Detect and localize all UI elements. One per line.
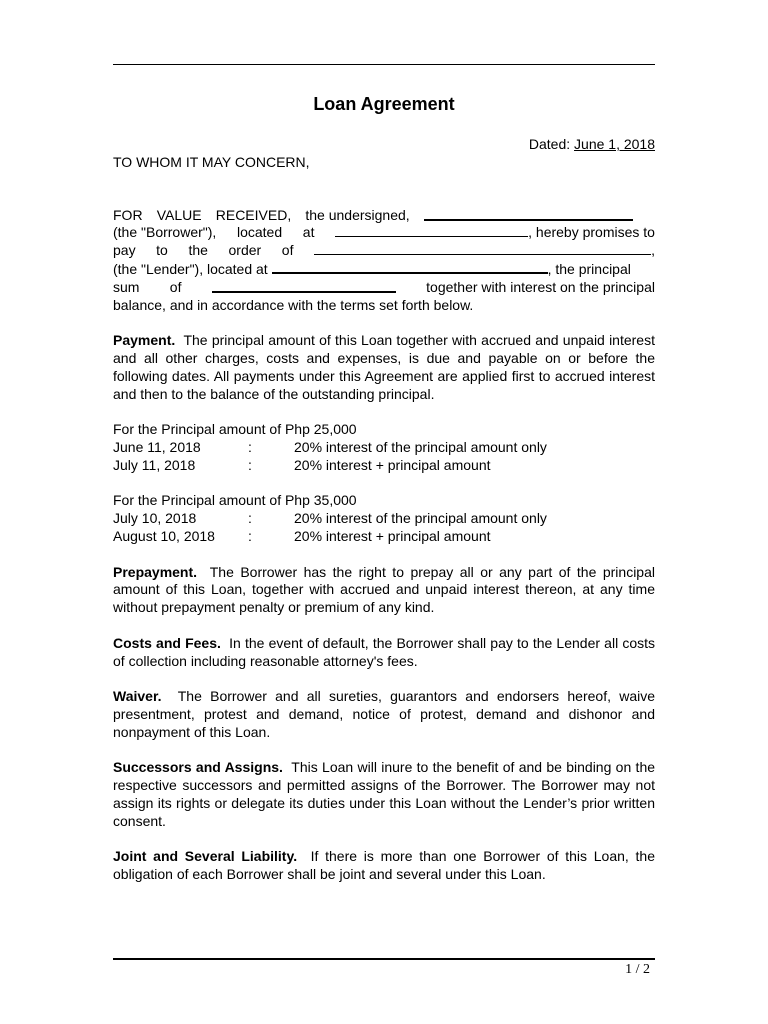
section-text: If there is more than one Borrower of this Loan, the obligation of each Borrower shall be joint and several under this Loan. xyxy=(113,848,656,883)
section-text: In the event of default, the Borrower shall pay to the Lender all costs of collection including reasonable attorney's fees. xyxy=(113,634,655,669)
intro-word: of xyxy=(169,278,182,295)
costs-section xyxy=(113,635,655,671)
intro-word: to xyxy=(156,242,168,259)
intro-line xyxy=(113,260,655,279)
principal-sum-blank xyxy=(212,279,396,293)
borrower-name-blank xyxy=(424,207,633,221)
section-heading: Prepayment. xyxy=(113,563,198,580)
intro-word: RECEIVED, xyxy=(215,206,292,223)
intro-word: order xyxy=(228,242,262,259)
section-heading: Waiver. xyxy=(113,688,162,705)
intro-word: together with interest on the principal xyxy=(426,278,655,295)
successors-section xyxy=(113,759,655,830)
schedule-separator: : xyxy=(248,510,252,527)
header-rule xyxy=(113,64,655,65)
intro-word: at xyxy=(302,224,315,241)
schedule-row xyxy=(113,510,655,528)
section-heading: Joint and Several Liability. xyxy=(113,848,298,865)
section-heading: Successors and Assigns. xyxy=(113,759,283,776)
intro-word: the xyxy=(188,242,208,259)
intro-word: the undersigned, xyxy=(305,206,410,223)
section-text: The Borrower and all sureties, guarantors and endorsers hereof, waive presentment, protest and demand, notice of protest, demand and dishonor and nonpayment of this Loan. xyxy=(113,688,656,740)
payment-section xyxy=(113,332,655,403)
schedule-description: 20% interest + principal amount xyxy=(294,456,491,473)
payment-schedule-1 xyxy=(113,421,655,474)
schedule-description: 20% interest of the principal amount only xyxy=(294,510,547,527)
section-text: This Loan will inure to the benefit of and be binding on the respective successors and permitted assigns of the Borrower. The Borrower may not assign its rights or delegate its duties under this Loan without the Lender’s prior written consent. xyxy=(113,759,656,829)
dated-label: Dated: xyxy=(528,136,571,152)
intro-word: (the "Borrower"), xyxy=(113,224,217,241)
dated-value: June 1, 2018 xyxy=(574,136,655,152)
intro-line xyxy=(113,279,655,297)
lender-address-blank xyxy=(272,260,548,274)
payment-schedule-2 xyxy=(113,492,655,545)
dated-line xyxy=(113,136,655,154)
lender-name-blank xyxy=(314,242,651,255)
intro-line: balance, and in accordance with the terms set forth below. xyxy=(113,296,474,313)
intro-word: , hereby promises to xyxy=(528,224,655,241)
intro-word: FOR xyxy=(113,206,143,223)
document-body xyxy=(113,90,655,902)
intro-word: pay xyxy=(113,242,136,259)
intro-word: , the principal xyxy=(547,260,631,277)
salutation: TO WHOM IT MAY CONCERN, xyxy=(113,153,310,170)
intro-line xyxy=(113,242,655,260)
schedule-title: For the Principal amount of Php 25,000 xyxy=(113,421,357,438)
footer-rule xyxy=(113,958,655,960)
schedule-date: June 11, 2018 xyxy=(113,438,201,455)
waiver-section xyxy=(113,688,655,741)
schedule-date: July 11, 2018 xyxy=(113,456,196,473)
intro-word: of xyxy=(281,242,294,259)
schedule-date: August 10, 2018 xyxy=(113,527,215,544)
intro-line xyxy=(113,224,655,242)
section-text: The principal amount of this Loan together with accrued and unpaid interest and all other charges, costs and expenses, is due and payable on or before the following dates. All payments under this Agreement are applied first to accrued interest and then to the balance of the outstanding principal. xyxy=(113,332,655,402)
schedule-description: 20% interest + principal amount xyxy=(294,527,491,544)
schedule-separator: : xyxy=(248,438,252,455)
borrower-address-blank xyxy=(335,224,528,237)
intro-line xyxy=(113,207,655,225)
section-heading: Costs and Fees. xyxy=(113,634,221,651)
intro-word: , xyxy=(651,242,655,259)
intro-word: VALUE xyxy=(156,206,202,223)
schedule-date: July 10, 2018 xyxy=(113,510,197,527)
intro-paragraph xyxy=(113,207,655,315)
schedule-row xyxy=(113,457,655,475)
intro-word: sum xyxy=(113,278,140,295)
section-heading: Payment. xyxy=(113,332,176,349)
schedule-description: 20% interest of the principal amount only xyxy=(294,438,547,455)
joint-liability-section xyxy=(113,848,655,884)
prepayment-section xyxy=(113,564,655,617)
schedule-separator: : xyxy=(248,527,252,544)
schedule-row xyxy=(113,528,655,546)
schedule-separator: : xyxy=(248,456,252,473)
schedule-title: For the Principal amount of Php 35,000 xyxy=(113,492,357,509)
section-text: The Borrower has the right to prepay all or any part of the principal amount of this Loan, together with accrued and unpaid interest thereon, at any time without prepayment penalty or premium of any kind. xyxy=(113,563,655,616)
schedule-row xyxy=(113,439,655,457)
page-number: 1 / 2 xyxy=(625,962,650,977)
document-title: Loan Agreement xyxy=(313,94,455,114)
intro-word: located xyxy=(236,224,283,241)
intro-word: (the "Lender"), located at xyxy=(113,260,268,277)
